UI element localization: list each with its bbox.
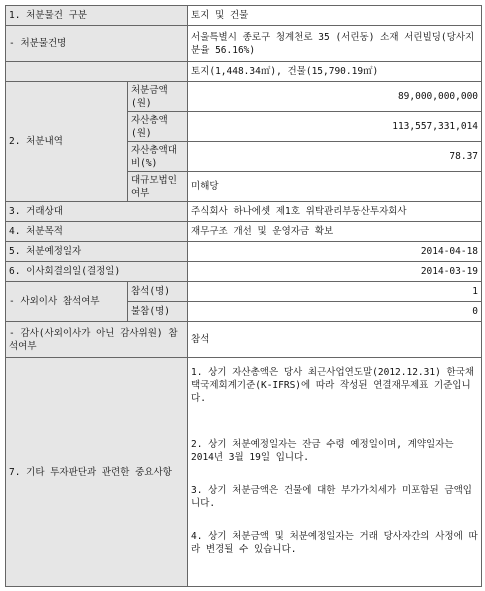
outside-present-value: 1 [188,282,482,302]
name-value-line2: 토지(1,448.34㎡), 건물(15,790.19㎡) [188,62,482,82]
other-note: 4. 상기 처분금액 및 처분예정일자는 거래 당사자간의 사정에 따라 변경될 수 있습니다. [191,531,478,555]
details-item-value: 78.37 [188,142,482,172]
other-note: 2. 상기 처분예정일자는 잔금 수령 예정일이며, 계약일자는 2014년 3월 19일 입니다. [191,439,454,463]
purpose-value: 재무구조 개선 및 운영자금 확보 [188,222,482,242]
row-auditor [6,322,482,358]
row-outside-present [6,282,482,302]
counterparty-value: 주식회사 하나에셋 제1호 위탁관리부동산투자회사 [188,202,482,222]
details-item-value: 113,557,331,014 [188,112,482,142]
category-label: 1. 처분물건 구분 [6,6,188,26]
row-other [6,358,482,587]
auditor-label: - 감사(사외이사가 아닌 감사위원) 참석여부 [6,322,188,358]
other-label: 7. 기타 투자판단과 관련한 중요사항 [6,358,188,587]
row-counterparty [6,202,482,222]
outside-present-label: 참석(명) [128,282,188,302]
scheduled-date-label: 5. 처분예정일자 [6,242,188,262]
details-item-label: 대규모법인여부 [128,172,188,202]
details-item-label: 자산총액대비(%) [128,142,188,172]
other-notes [188,358,482,587]
row-details-amount [6,82,482,112]
details-item-value: 89,000,000,000 [188,82,482,112]
row-purpose [6,222,482,242]
row-board-date [6,262,482,282]
outside-directors-label: - 사외이사 참석여부 [6,282,128,322]
row-name-area [6,62,482,82]
category-value: 토지 및 건물 [188,6,482,26]
name-value-line1: 서울특별시 종로구 청계천로 35 (서린동) 소재 서린빌딩(당사지분율 56.16%) [188,26,482,62]
outside-absent-label: 불참(명) [128,302,188,322]
board-date-label: 6. 이사회결의일(결정일) [6,262,188,282]
board-date-value: 2014-03-19 [188,262,482,282]
details-item-label: 자산총액(원) [128,112,188,142]
row-category [6,6,482,26]
scheduled-date-value: 2014-04-18 [188,242,482,262]
counterparty-label: 3. 거래상대 [6,202,188,222]
other-note: 1. 상기 자산총액은 당사 최근사업연도말(2012.12.31) 한국채택국제회계기준(K-IFRS)에 따라 작성된 연결재무제표 기준입니다. [191,367,475,404]
name-label-continuation [6,62,188,82]
row-scheduled-date [6,242,482,262]
other-note: 3. 상기 처분금액은 건물에 대한 부가가치세가 미포함된 금액입니다. [191,485,472,509]
disposal-disclosure-table [5,5,482,587]
name-label: - 처분물건명 [6,26,188,62]
auditor-value: 참석 [188,322,482,358]
row-name [6,26,482,62]
details-item-label: 처분금액(원) [128,82,188,112]
outside-absent-value: 0 [188,302,482,322]
details-label: 2. 처분내역 [6,82,128,202]
purpose-label: 4. 처분목적 [6,222,188,242]
details-item-value: 미해당 [188,172,482,202]
